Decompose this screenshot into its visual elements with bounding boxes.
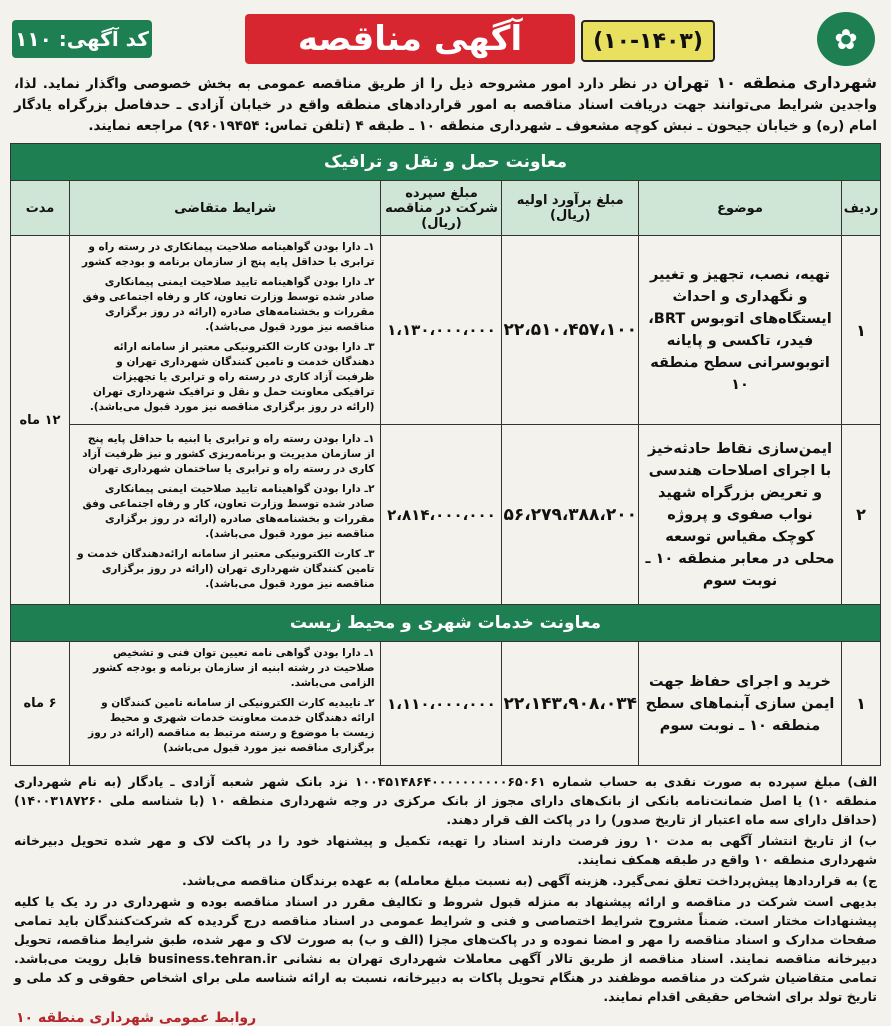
intro-paragraph [14, 72, 877, 137]
col-amount: مبلغ برآورد اولیه (ریال) [502, 181, 639, 236]
note-b: ب) از تاریخ انتشار آگهی به مدت ۱۰ روز فرصت دارند اسناد را تهیه، تکمیل و پیشنهاد خود را در پاکت لاک و مهر شده تحویل دبیرخانه شهرداری منطقه ۱۰ واقع در طبقه همکف نمایند. [14, 833, 877, 867]
condition-item: ۳ـ دارا بودن کارت الکترونیکی معتبر از سامانه ارائه دهندگان خدمت و تامین کنندگان شهرداری تهران و ظرفیت آزاد کاری در رسته راه و ترابری یا تجهیزات ترافیکی معاونت حمل و نقل و ترافیک شهرداری تهران (ارائه در روز برگزاری مناقصه نیز مورد قبول می‌باشد). [89, 341, 375, 413]
note-a: الف) مبلغ سپرده به صورت نقدی به حساب شماره ۱۰۰۴۵۱۴۸۶۴۰۰۰۰۰۰۰۰۰۰۶۵۰۶۱ نزد بانک شهر شعبه آزادی ـ یادگار (به نام شهرداری منطقه ۱۰) یا اصل ضمانت‌نامه بانکی از بانک‌های دارای مجوز از بانک مرکزی در وجه شهرداری منطقه ۱۰ (با شناسه ملی ۱۴۰۰۳۱۸۷۲۶۰) (حداقل دارای سه ماه اعتبار از تاریخ صدور) را در پاکت الف قرار دهند. [14, 774, 877, 827]
organization-name: شهرداری منطقه ۱۰ تهران [663, 73, 878, 92]
note-c: ج) به قراردادها پیش‌پرداخت تعلق نمی‌گیرد. هزینه آگهی (به نسبت مبلغ معامله) به عهده برندگان مناقصه می‌باشد. [181, 873, 877, 888]
row-duration: ۱۲ ماه [11, 236, 70, 605]
row-radif: ۲ [842, 425, 881, 605]
row-amount: ۲۲،۵۱۰،۴۵۷،۱۰۰ [502, 236, 639, 425]
col-deposit: مبلغ سپرده شرکت در مناقصه (ریال) [381, 181, 502, 236]
condition-item: ۱ـ دارا بودن رسته راه و ترابری یا ابنیه با حداقل پایه پنج از سازمان مدیریت و برنامه‌ریزی کشور و نیز ظرفیت آزاد کاری در رسته راه و ترابری یا ساختمان شهرداری تهران [82, 433, 375, 475]
row-subject: ایمن‌سازی نقاط حادثه‌خیز با اجرای اصلاحات هندسی و تعریض بزرگراه شهید نواب صفوی و پروژه کوچک مقیاس توسعه محلی در معابر منطقه ۱۰ ـ نوبت سوم [639, 425, 842, 605]
row-conditions [70, 425, 381, 605]
column-headers [11, 181, 881, 236]
condition-item: ۲ـ دارا بودن گواهینامه تایید صلاحیت ایمنی پیمانکاری صادر شده توسط وزارت تعاون، کار و رفاه اجتماعی وفق مقررات و بخشنامه‌های صادره (ارائه در روز برگزاری مناقصه نیز مورد قبول می‌باشد). [82, 276, 375, 333]
tender-table [10, 143, 881, 766]
intro-text: در نظر دارد امور مشروحه ذیل را از طریق مناقصه عمومی به بخش خصوصی واگذار نماید. لذا، واجدین شرایط می‌توانند جهت دریافت اسناد مناقصه به امور قراردادهای منطقه واقع در خیابان آزادی ـ حدفاصل بزرگراه یادگار امام (ره) و خیابان جیحون ـ نبش کوچه مشعوف ـ شهرداری منطقه ۱۰ ـ طبقه ۴ (تلفن تماس: ۹۶۰۱۹۴۵۴) مراجعه نمایند. [14, 76, 877, 134]
notes [14, 772, 877, 1006]
condition-item: ۳ـ کارت الکترونیکی معتبر از سامانه ارائه‌دهندگان خدمت و تامین کنندگان شهرداری تهران (ارائه در روز برگزاری مناقصه نیز مورد قبول می‌باشد). [77, 548, 375, 590]
row-conditions [70, 236, 381, 425]
condition-item: ۲ـ دارا بودن گواهینامه تایید صلاحیت ایمنی پیمانکاری صادر شده توسط وزارت تعاون، کار و رفاه اجتماعی وفق مقررات و بخشنامه‌های صادره (ارائه در روز برگزاری مناقصه نیز مورد قبول می‌باشد). [82, 483, 375, 540]
municipality-logo-icon: ✿ [817, 12, 875, 66]
publisher-signature: روابط عمومی شهرداری منطقه ۱۰ [16, 1010, 257, 1026]
row-duration: ۶ ماه [11, 642, 70, 766]
row-deposit: ۱،۱۳۰،۰۰۰،۰۰۰ [381, 236, 502, 425]
col-radif: ردیف [842, 181, 881, 236]
table-row [11, 236, 881, 425]
section-title: معاونت خدمات شهری و محیط زیست [11, 605, 881, 642]
row-conditions [70, 642, 381, 766]
header [10, 8, 881, 70]
condition-item: ۱ـ دارا بودن گواهی نامه تعیین توان فنی و تشخیص صلاحیت در رشته ابنیه از سازمان برنامه و بودجه کشور الزامی می‌باشد. [93, 647, 375, 689]
row-radif: ۱ [842, 642, 881, 766]
section-header-transport [11, 144, 881, 181]
row-subject: خرید و اجرای حفاظ جهت ایمن سازی آبنماهای سطح منطقه ۱۰ ـ نوبت سوم [639, 642, 842, 766]
row-subject: تهیه، نصب، تجهیز و تغییر و نگهداری و احداث ایستگاه‌های اتوبوس BRT، فیدر، تاکسی و پایانه اتوبوسرانی سطح منطقه ۱۰ [639, 236, 842, 425]
section-title: معاونت حمل و نقل و ترافیک [11, 144, 881, 181]
note-general: بدیهی است شرکت در مناقصه و ارائه پیشنهاد به منزله قبول شروط و تکالیف مقرر در اسناد مناقصه بوده و شهرداری در رد یک یا کلیه پیشنهادات مختار است. ضمناً مشروح شرایط اختصاصی و فنی و شرایط عمومی در اسناد مناقصه درج گردیده که شرکت‌کنندگان باید تمامی صفحات مدارک و اسناد مناقصه را مهر و امضا نموده و در پاکت‌های مجزا (الف و ب) به صورت لاک و مهر شده، طبق شرایط مناقصه، تحویل دبیرخانه مناقصه نمایند. اسناد مناقصه از طریق تالار آگهی معاملات شهرداری تهران به نشانی business.tehran.ir قابل رویت می‌باشد. تمامی متقاضیان شرکت در مناقصه موظفند در هنگام تحویل پاکات به دبیرخانه، نسبت به ارائه شناسه ملی برای اشخاص حقوقی و کد ملی و تاریخ تولد برای اشخاص حقیقی اقدام نمایند. [14, 894, 877, 1004]
condition-item: ۲ـ تاییدیه کارت الکترونیکی از سامانه تامین کنندگان و ارائه دهندگان خدمت معاونت خدمات شهری و محیط زیست با موضوع و رسته مرتبط به مناقصه (ارائه در روز برگزاری مناقصه نیز مورد قبول می‌باشد) [88, 697, 375, 754]
row-deposit: ۲،۸۱۴،۰۰۰،۰۰۰ [381, 425, 502, 605]
table-row [11, 642, 881, 766]
condition-item: ۱ـ دارا بودن گواهینامه صلاحیت پیمانکاری در رسته راه و ترابری با حداقل پایه پنج از سازمان برنامه و بودجه کشور [82, 241, 375, 268]
row-amount: ۵۶،۲۷۹،۳۸۸،۲۰۰ [502, 425, 639, 605]
table-row [11, 425, 881, 605]
row-radif: ۱ [842, 236, 881, 425]
ad-title: آگهی مناقصه [245, 14, 575, 64]
col-subject: موضوع [639, 181, 842, 236]
col-duration: مدت [11, 181, 70, 236]
col-conditions: شرایط متقاضی [70, 181, 381, 236]
ad-date-code: (۱۰-۱۴۰۳) [581, 20, 715, 62]
row-deposit: ۱،۱۱۰،۰۰۰،۰۰۰ [381, 642, 502, 766]
row-amount: ۲۲،۱۴۳،۹۰۸،۰۳۴ [502, 642, 639, 766]
ad-code-badge: کد آگهی: ۱۱۰ [12, 20, 152, 58]
section-header-urban-services [11, 605, 881, 642]
